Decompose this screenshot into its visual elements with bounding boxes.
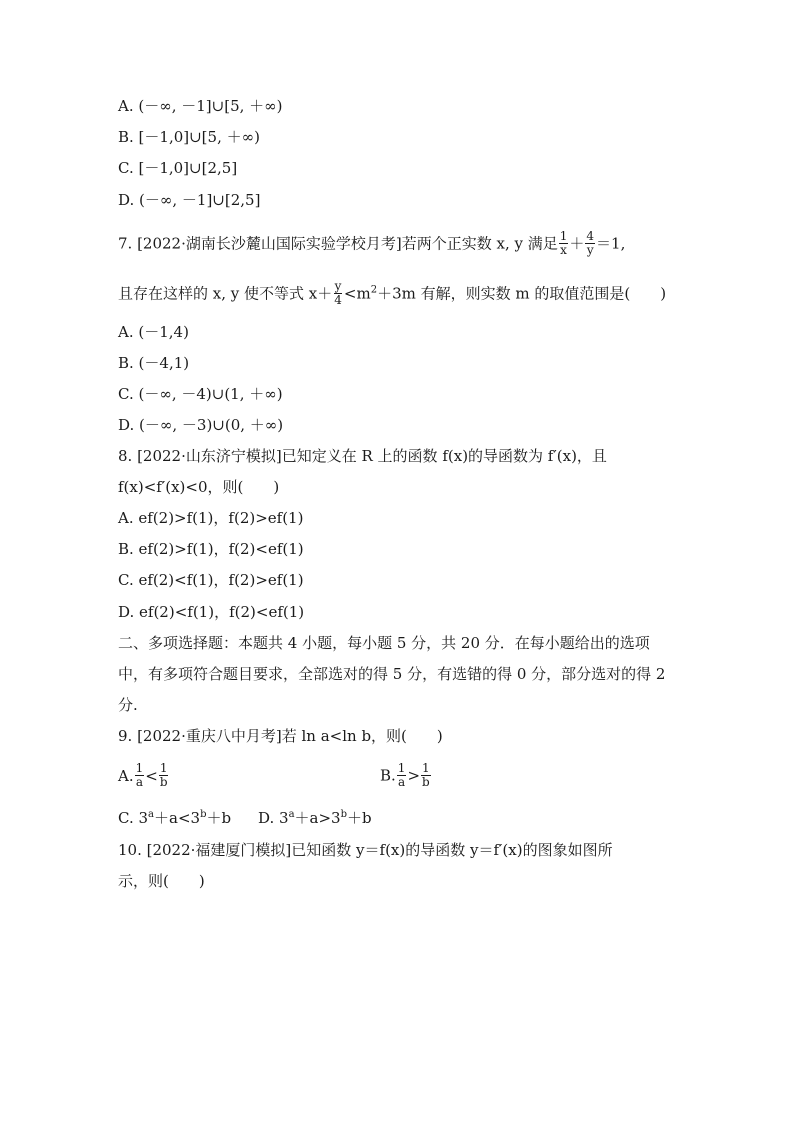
section2-line3: 分. [118,696,138,714]
numerator: 4 [586,229,595,243]
q10-stem-line1: 10. [2022·福建厦门模拟]已知函数 y＝f(x)的导函数 y＝f′(x)的图象如图所 [118,841,613,859]
q7-option-d: D. (－∞, －3)∪(0, ＋∞) [118,416,284,434]
exponent: 2 [370,284,378,296]
numerator: y [334,279,342,293]
q9-option-c [118,809,231,827]
equals-one: ＝1, [596,234,626,253]
denominator: x [560,243,567,257]
q9-option-b [380,763,432,790]
option-c-text-end: ＋b [206,809,232,827]
option-d-text-end: ＋b [347,809,372,827]
numerator: 1 [135,761,144,775]
option-label: A. [118,766,134,785]
q7-stem-text-c: <m [343,284,371,303]
q9-stem: 9. [2022·重庆八中月考]若 ln a<ln b，则( ) [118,727,443,745]
denominator: b [422,775,430,789]
q9-options-row2 [118,808,372,828]
q9-options-row1 [118,761,430,790]
q6-option-c: C. [－1,0]∪[2,5] [118,159,238,177]
q6-option-a: A. (－∞, －1]∪[5, ＋∞) [118,97,283,115]
q7-stem-line2 [118,281,666,308]
q8-stem-line1: 8. [2022·山东济宁模拟]已知定义在 R 上的函数 f(x)的导函数为 f′(x)，且 [118,447,607,465]
q7-stem-text-d: ＋3m 有解，则实数 m 的取值范围是( ) [377,284,667,303]
denominator: b [159,775,168,789]
numerator: 1 [422,761,430,775]
denominator: a [398,775,406,789]
q8-option-a: A. ef(2)>f(1)，f(2)>ef(1) [118,509,304,527]
q9-option-a [118,761,170,789]
q7-option-c: C. (－∞, －4)∪(1, ＋∞) [118,385,283,403]
exponent: a [148,809,154,820]
exponent: b [200,809,207,820]
q8-stem-line2: f(x)<f′(x)<0，则( ) [118,478,280,496]
q7-stem-line1 [118,231,625,258]
section2-line2: 中，有多项符合题目要求，全部选对的得 5 分，有选错的得 0 分，部分选对的得 2 [118,665,666,683]
fraction-1-over-b [421,762,431,789]
denominator: 4 [334,293,342,307]
numerator: 1 [159,761,168,775]
q7-option-b: B. (－4,1) [118,354,190,372]
q10-stem-line2: 示，则( ) [118,872,205,890]
greater-than-sign: > [407,766,421,785]
numerator: 1 [397,761,406,775]
q7-stem-text: 7. [2022·湖南长沙麓山国际实验学校月考]若两个正实数 x, y 满足 [118,234,558,253]
less-than-sign: < [145,766,158,785]
fraction-1-over-a [397,762,407,789]
q9-option-d [258,808,372,828]
exponent: b [340,809,348,820]
option-label: B. [380,766,396,785]
q6-option-b: B. [－1,0]∪[5, ＋∞) [118,128,260,146]
option-d-text: D. 3 [258,809,289,827]
denominator: a [135,775,143,789]
q8-option-d: D. ef(2)<f(1)，f(2)<ef(1) [118,603,305,621]
q8-option-c: C. ef(2)<f(1)，f(2)>ef(1) [118,571,304,589]
fraction-1-over-a [135,762,145,789]
fraction-y-over-4 [333,280,343,307]
numerator: 1 [559,229,568,243]
plus-sign: ＋ [569,234,585,253]
option-c-text-mid: ＋a<3 [154,809,201,827]
q6-option-d: D. (－∞, －1]∪[2,5] [118,191,261,209]
q7-stem-text-b: 且存在这样的 x, y 使不等式 x＋ [118,284,333,303]
fraction-1-over-x [559,230,569,257]
option-d-text-mid: ＋a>3 [294,809,341,827]
exponent: a [288,809,295,820]
section2-line1: 二、多项选择题：本题共 4 小题，每小题 5 分，共 20 分．在每小题给出的选项 [118,634,650,652]
fraction-4-over-y [585,230,595,257]
denominator: y [586,243,594,257]
option-c-text: C. 3 [118,809,149,827]
q8-option-b: B. ef(2)>f(1)，f(2)<ef(1) [118,540,304,558]
q7-option-a: A. (－1,4) [118,323,189,341]
fraction-1-over-b [159,762,169,789]
